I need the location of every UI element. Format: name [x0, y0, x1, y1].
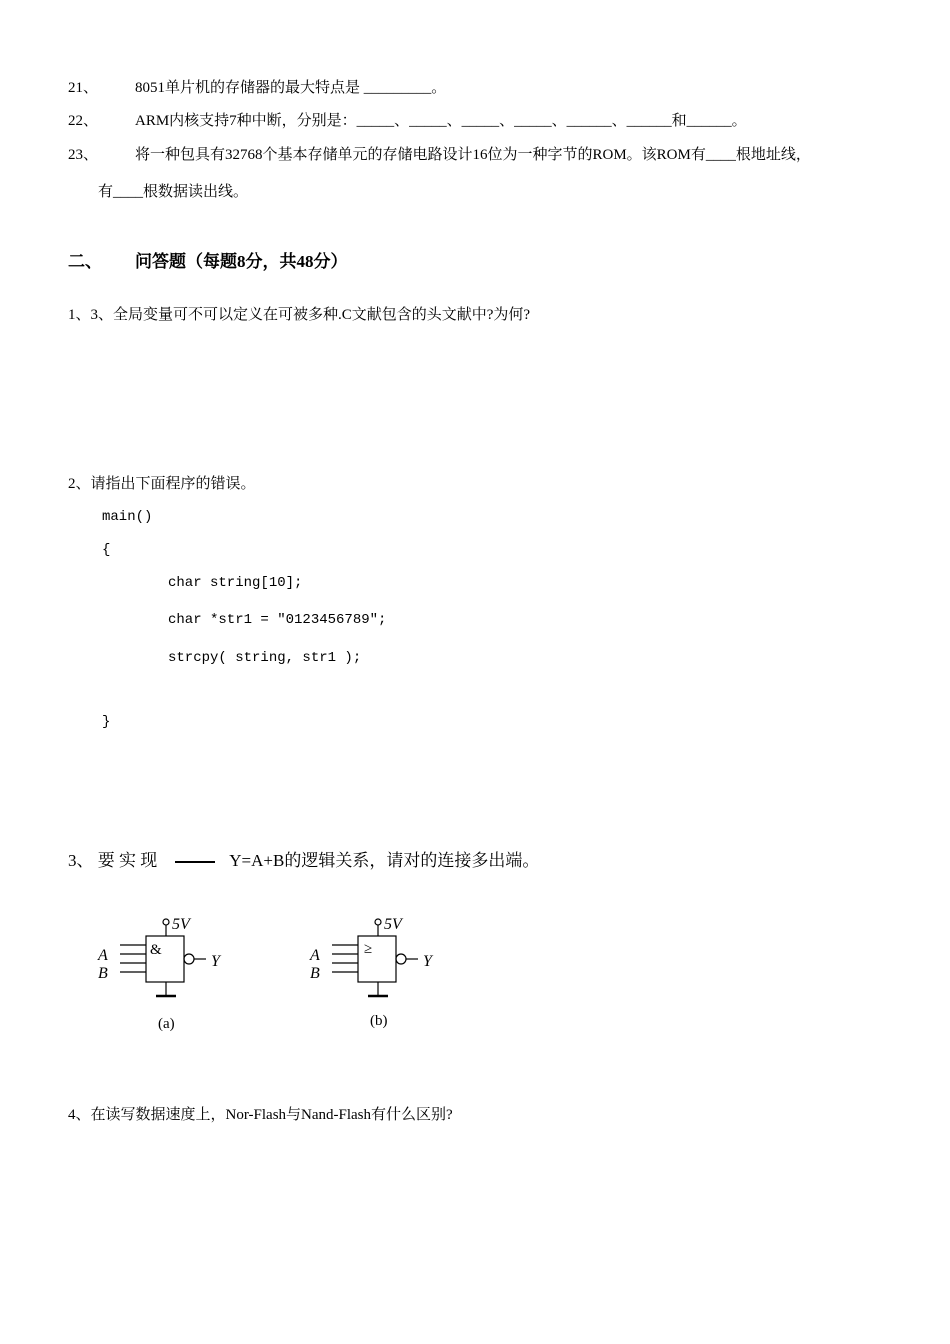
question-2: 2、请指出下面程序的错误。	[68, 476, 256, 492]
and-gate-figure	[90, 910, 250, 1040]
code-line: char string[10];	[168, 575, 303, 591]
output-label: Y	[211, 953, 220, 970]
question-23-continuation: 有____根数据读出线。	[98, 184, 249, 200]
input-a-label: A	[98, 947, 108, 964]
question-number: 23、	[68, 147, 99, 163]
question-number: 21、	[68, 80, 99, 96]
vcc-label: 5V	[384, 916, 402, 933]
section-number: 二、	[68, 252, 102, 271]
input-b-label: B	[310, 965, 320, 982]
gate-caption: (a)	[158, 1016, 175, 1032]
question-3	[68, 846, 539, 871]
question-text: ARM内核支持7种中断，分别是：_____、_____、_____、_____、______、______和______。	[135, 113, 747, 129]
or-gate-figure	[302, 910, 462, 1040]
output-label: Y	[423, 953, 432, 970]
code-line: strcpy( string, str1 );	[168, 650, 362, 666]
gate-symbol: &	[150, 942, 162, 958]
question-3-text: Y=A+B的逻辑关系，请对的连接多出端。	[229, 851, 540, 870]
question-1: 1、3、全局变量可不可以定义在可被多种.C文献包含的头文献中?为何?	[68, 307, 531, 323]
question-text: 将一种包具有32768个基本存储单元的存储电路设计16位为一种字节的ROM。该ROM有____根地址线，	[135, 147, 811, 163]
gate-caption: (b)	[370, 1013, 388, 1029]
vcc-label: 5V	[172, 916, 190, 933]
question-number: 22、	[68, 113, 99, 129]
code-line: {	[102, 542, 111, 558]
question-3-prefix: 3、 要 实 现	[68, 851, 158, 870]
dash-line	[175, 861, 215, 863]
gate-symbol: ≥	[364, 941, 373, 957]
section-title: 问答题（每题8分，共48分）	[135, 252, 348, 271]
gate-diagram-a	[90, 910, 250, 1040]
gate-diagram-b	[302, 910, 462, 1040]
input-b-label: B	[98, 965, 108, 982]
code-line: char *str1 = "0123456789";	[168, 612, 387, 628]
question-text: 8051单片机的存储器的最大特点是 _________。	[135, 80, 447, 96]
code-line: main()	[102, 509, 153, 525]
code-line: }	[102, 714, 111, 730]
question-4: 4、在读写数据速度上，Nor-Flash与Nand-Flash有什么区别?	[68, 1107, 453, 1123]
input-a-label: A	[310, 947, 320, 964]
